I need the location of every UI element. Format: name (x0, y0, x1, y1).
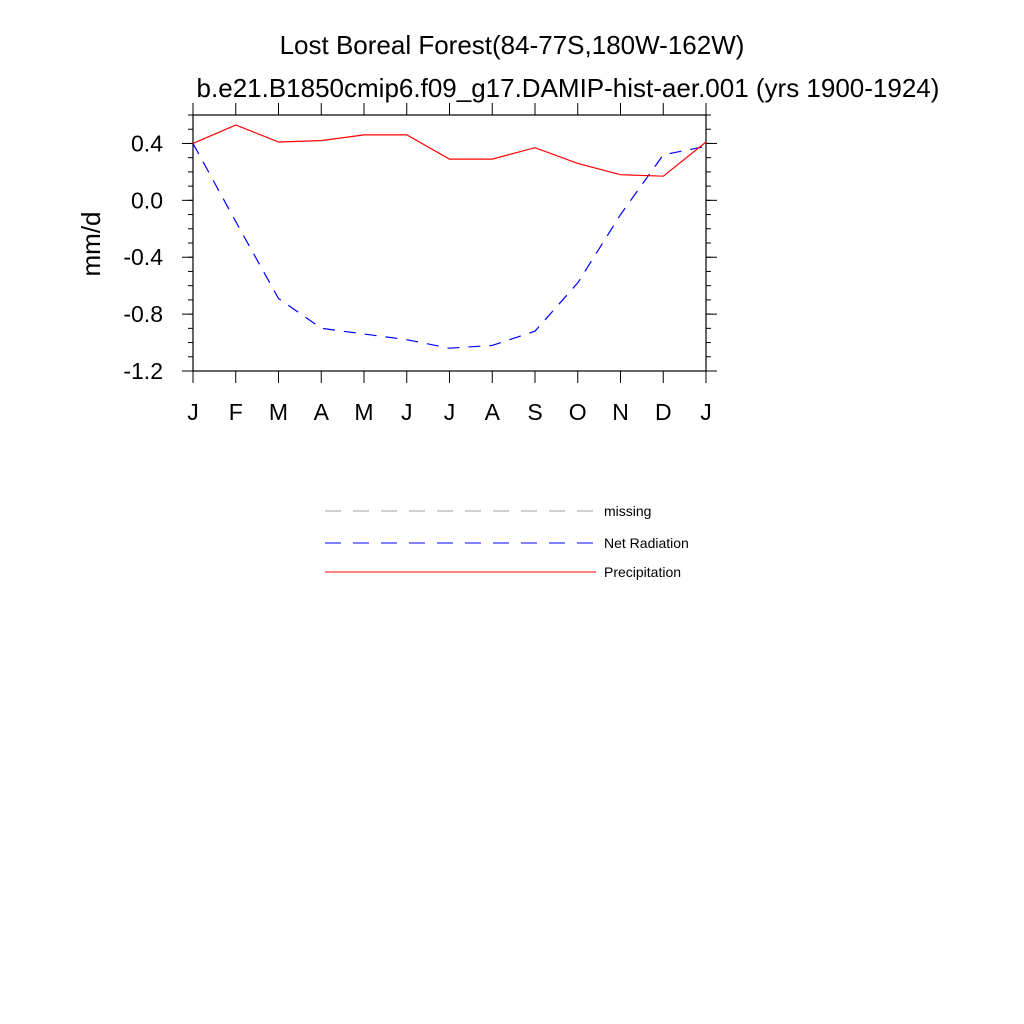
x-tick-label: M (354, 399, 374, 425)
x-tick-label: M (268, 399, 289, 425)
y-tick-label: -0.8 (123, 301, 163, 328)
legend-label: Net Radiation (604, 535, 689, 551)
x-tick-label: O (568, 399, 587, 425)
x-tick-labels (187, 399, 712, 425)
x-tick-label: J (187, 399, 199, 425)
y-axis-label: mm/d (76, 211, 106, 277)
x-tick-label: F (228, 399, 243, 425)
chart-title: Lost Boreal Forest(84-77S,180W-162W) (279, 30, 745, 60)
x-tick-label: A (484, 399, 500, 425)
y-tick-label: 0.0 (131, 187, 163, 214)
legend-label: missing (604, 503, 652, 519)
x-tick-label: J (443, 399, 456, 425)
axis-ticks (182, 103, 717, 383)
y-tick-label: -0.4 (123, 244, 163, 271)
y-tick-label: 0.4 (131, 130, 163, 157)
series-line-precipitation (193, 125, 706, 176)
series-lines (193, 125, 706, 348)
y-tick-labels (123, 130, 163, 384)
y-tick-label: -1.2 (123, 358, 163, 384)
chart-subtitle: b.e21.B1850cmip6.f09_g17.DAMIP-hist-aer.001 (yrs 1900-1924) (196, 73, 940, 103)
plot-frame (193, 115, 706, 371)
legend-label: Precipitation (604, 564, 682, 580)
x-tick-label: J (700, 399, 712, 425)
x-tick-label: D (654, 399, 672, 425)
x-tick-label: J (401, 399, 413, 425)
x-tick-label: A (313, 399, 329, 425)
x-tick-label: S (527, 399, 543, 425)
legend (325, 503, 689, 580)
series-line-net-radiation (193, 143, 706, 348)
x-tick-label: N (612, 399, 629, 425)
